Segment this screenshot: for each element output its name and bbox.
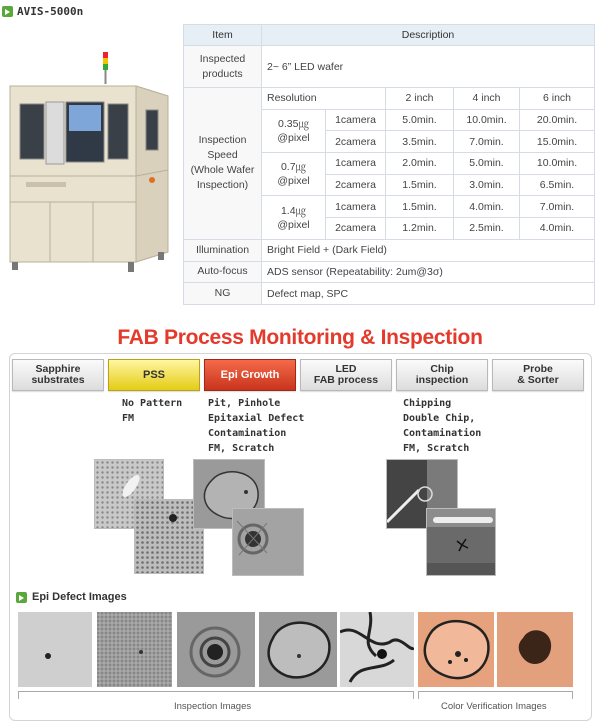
epi-image-3 (177, 612, 255, 687)
defect-item: Contamination (403, 428, 482, 439)
epi-image-4 (259, 612, 337, 687)
tab-sapphire-substrates[interactable]: Sapphire substrates (12, 359, 104, 391)
epi-image-7 (497, 612, 573, 687)
speed-cell: 10.0min. (520, 153, 595, 175)
defect-item: FM, Scratch (208, 443, 275, 454)
epi-defect-list (208, 396, 304, 456)
camera-cell: 1camera (326, 109, 386, 131)
inspection-caption: Inspection Images (171, 701, 254, 712)
fab-title: FAB Process Monitoring & Inspection (117, 326, 483, 349)
defect-item: Double Chip, (403, 413, 476, 424)
epi-images-title: Epi Defect Images (32, 591, 127, 603)
speed-cell: 2.5min. (454, 218, 520, 240)
defect-item: Chipping (403, 398, 452, 409)
color-bracket (418, 691, 573, 699)
resolution-label: Resolution (262, 88, 386, 110)
epi-image-6 (418, 612, 494, 687)
res-group-1: 0.35㎍ @pixel (262, 109, 326, 152)
chip-contamination-image (426, 508, 496, 576)
ng-value: Defect map, SPC (262, 283, 595, 305)
machine-image (6, 52, 174, 274)
inspection-bracket (18, 691, 414, 699)
speed-cell: 5.0min. (454, 153, 520, 175)
tab-probe-sorter[interactable]: Probe & Sorter (492, 359, 584, 391)
section-header (2, 2, 83, 20)
pss-defect-list (122, 396, 182, 426)
tab-epi-growth[interactable]: Epi Growth (204, 359, 296, 391)
res-group-3: 1.4㎍ @pixel (262, 196, 326, 239)
spec-table (183, 24, 595, 305)
camera-cell: 1camera (326, 196, 386, 218)
speed-cell: 3.0min. (454, 174, 520, 196)
speed-cell: 7.0min. (520, 196, 595, 218)
autofocus-label: Auto-focus (184, 261, 262, 283)
camera-cell: 2camera (326, 131, 386, 153)
speed-label: Inspection Speed (Whole Wafer Inspection) (184, 88, 262, 240)
camera-cell: 2camera (326, 218, 386, 240)
epi-images-header (16, 591, 127, 603)
arrow-bullet-icon (2, 6, 13, 17)
speed-cell: 3.5min. (386, 131, 454, 153)
autofocus-value: ADS sensor (Repeatability: 2um@3σ) (262, 261, 595, 283)
epi-image-5 (340, 612, 414, 687)
arrow-bullet-icon (16, 592, 27, 603)
defect-item: FM (122, 413, 135, 424)
speed-cell: 10.0min. (454, 109, 520, 131)
camera-cell: 2camera (326, 174, 386, 196)
speed-cell: 1.5min. (386, 196, 454, 218)
speed-cell: 2.0min. (386, 153, 454, 175)
camera-cell: 1camera (326, 153, 386, 175)
speed-cell: 15.0min. (520, 131, 595, 153)
product-title: AVIS-5000n (17, 4, 84, 18)
defect-item: Epitaxial Defect (208, 413, 305, 424)
col-item-header: Item (184, 25, 262, 46)
process-tabs (12, 359, 584, 391)
epi-image-1 (18, 612, 92, 687)
speed-cell: 1.2min. (386, 218, 454, 240)
size-4inch: 4 inch (454, 88, 520, 110)
illumination-label: Illumination (184, 239, 262, 261)
speed-cell: 4.0min. (454, 196, 520, 218)
defect-item: No Pattern (122, 398, 183, 409)
epi-image-2 (97, 612, 172, 687)
size-2inch: 2 inch (386, 88, 454, 110)
size-6inch: 6 inch (520, 88, 595, 110)
speed-cell: 6.5min. (520, 174, 595, 196)
speed-cell: 20.0min. (520, 109, 595, 131)
defect-item: FM, Scratch (403, 443, 470, 454)
speed-cell: 7.0min. (454, 131, 520, 153)
defect-item: Contamination (208, 428, 287, 439)
speed-cell: 5.0min. (386, 109, 454, 131)
chip-defect-list (403, 396, 481, 456)
speed-cell: 4.0min. (520, 218, 595, 240)
res-group-2: 0.7㎍ @pixel (262, 153, 326, 196)
tab-led-fab-process[interactable]: LED FAB process (300, 359, 392, 391)
illumination-value: Bright Field + (Dark Field) (262, 239, 595, 261)
epi-defect-image (232, 508, 304, 576)
products-label: Inspected products (184, 46, 262, 88)
tab-pss[interactable]: PSS (108, 359, 200, 391)
products-value: 2~ 6” LED wafer (262, 46, 595, 88)
tab-chip-inspection[interactable]: Chip inspection (396, 359, 488, 391)
ng-label: NG (184, 283, 262, 305)
defect-item: Pit, Pinhole (208, 398, 281, 409)
col-description-header: Description (262, 25, 595, 46)
color-caption: Color Verification Images (438, 701, 550, 712)
speed-cell: 1.5min. (386, 174, 454, 196)
